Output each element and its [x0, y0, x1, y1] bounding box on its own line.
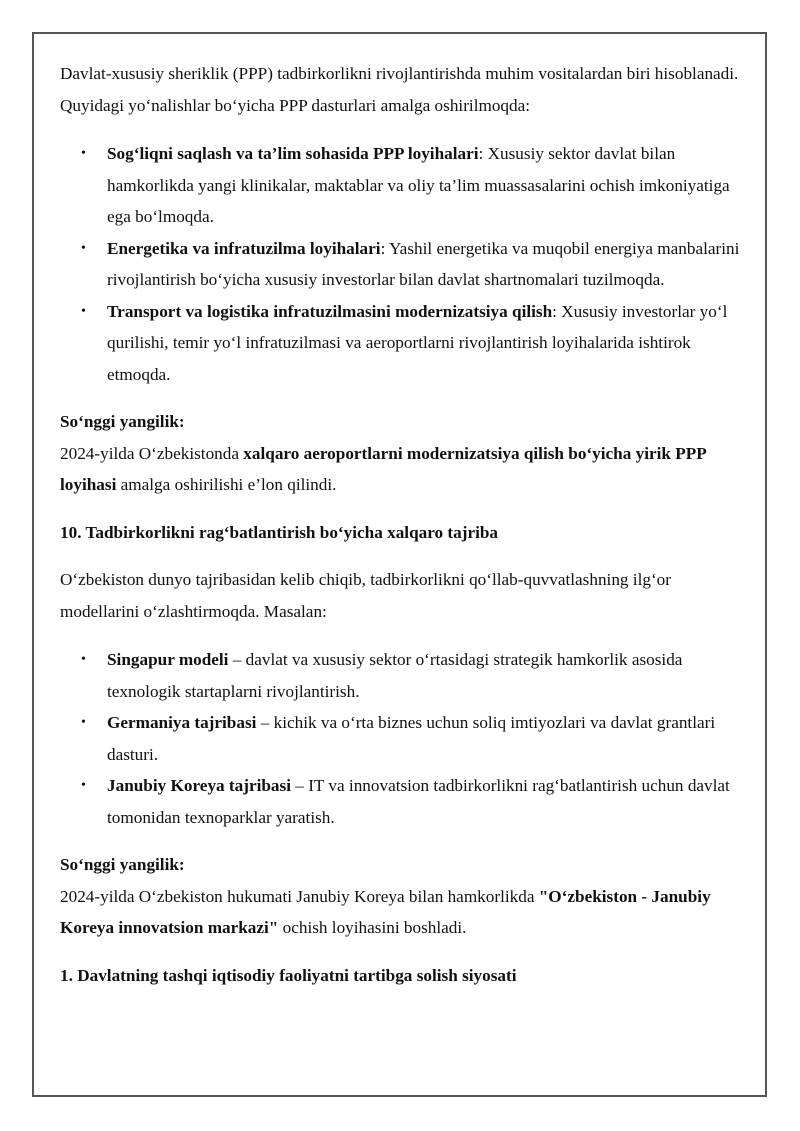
- news-block-1: [60, 406, 741, 501]
- list-item: [60, 233, 741, 296]
- bullet-icon: •: [81, 652, 86, 667]
- document-page: [32, 32, 767, 1097]
- list-item: [60, 296, 741, 391]
- list-item-title: Transport va logistika infratuzilmasini modernizatsiya qilish: [107, 301, 553, 321]
- list-item-title: Singapur modeli: [107, 650, 229, 669]
- section-10-heading-text: 10. Tadbirkorlikni rag‘batlantirish bo‘yicha xalqaro tajriba: [60, 522, 499, 542]
- list-item-text: – kichik va o‘rta biznes uchun soliq imtiyozlari va davlat grantlari dasturi.: [107, 713, 716, 764]
- news-text-bold: "O‘zbekiston - Janubiy Koreya innovatsion markazi": [60, 886, 711, 937]
- list-item: [60, 644, 741, 707]
- list-item-text: : Xususiy sektor davlat bilan hamkorlikda yangi klinikalar, maktablar va oliy ta’lim muassasalarini ochish imkoniyatiga ega bo‘lmoqda.: [107, 144, 730, 226]
- list-item-text: – IT va innovatsion tadbirkorlikni rag‘batlantirish uchun davlat tomonidan texnoparklar yaratish.: [107, 776, 730, 827]
- bullet-icon: •: [81, 240, 86, 256]
- list-item-title: Germaniya tajribasi: [107, 713, 257, 732]
- news-label: So‘nggi yangilik:: [60, 412, 185, 431]
- list-item-text: – davlat va xususiy sektor o‘rtasidagi strategik hamkorlik asosida texnologik startaplarni rivojlantirish.: [107, 650, 683, 701]
- list-item: [60, 707, 741, 770]
- international-list: [60, 644, 741, 833]
- list-item: [60, 138, 741, 233]
- list-item-text: : Yashil energetika va muqobil energiya manbalarini rivojlantirish bo‘yicha xususiy investorlar bilan davlat shartnomalari tuzilmoqda.: [107, 238, 740, 289]
- bullet-icon: •: [81, 303, 86, 319]
- ppp-intro-paragraph: Davlat-xususiy sheriklik (PPP) tadbirkorlikni rivojlantirishda muhim vositalardan biri hisoblanadi. Quyidagi yo‘nalishlar bo‘yicha PPP dasturlari amalga oshirilmoqda:: [60, 64, 739, 115]
- section-1-heading: [60, 960, 741, 992]
- bullet-icon: •: [81, 715, 86, 730]
- news-text-bold: xalqaro aeroportlarni modernizatsiya qilish bo‘yicha yirik PPP loyihasi: [60, 443, 706, 494]
- bullet-icon: •: [81, 778, 86, 793]
- news-block-2: [60, 849, 741, 944]
- list-item: [60, 770, 741, 833]
- news-text-pre: 2024-yilda O‘zbekiston hukumati Janubiy Koreya bilan hamkorlikda: [60, 886, 539, 906]
- news-text-post: ochish loyihasini boshladi.: [278, 918, 467, 937]
- section-1-heading-text: 1. Davlatning tashqi iqtisodiy faoliyatni tartibga solish siyosati: [60, 965, 517, 985]
- news-text-post: amalga oshirilishi e’lon qilindi.: [116, 475, 337, 494]
- news-label: So‘nggi yangilik:: [60, 855, 185, 874]
- section-10-heading: [60, 517, 741, 549]
- section-10-intro-paragraph: O‘zbekiston dunyo tajribasidan kelib chiqib, tadbirkorlikni qo‘llab-quvvatlashning ilg‘or modellarini o‘zlashtirmoqda. Masalan:: [60, 570, 671, 621]
- list-item-text: : Xususiy investorlar yo‘l qurilishi, temir yo‘l infratuzilmasi va aeroportlarni rivojlantirish loyihalarida ishtirok etmoqda.: [107, 301, 728, 384]
- news-text-pre: 2024-yilda O‘zbekistonda: [60, 443, 244, 463]
- ppp-list: [60, 138, 741, 390]
- list-item-title: Janubiy Koreya tajribasi: [107, 776, 291, 795]
- list-item-title: Energetika va infratuzilma loyihalari: [107, 238, 381, 258]
- bullet-icon: •: [81, 146, 86, 161]
- list-item-title: Sog‘liqni saqlash va ta’lim sohasida PPP loyihalari: [107, 144, 479, 163]
